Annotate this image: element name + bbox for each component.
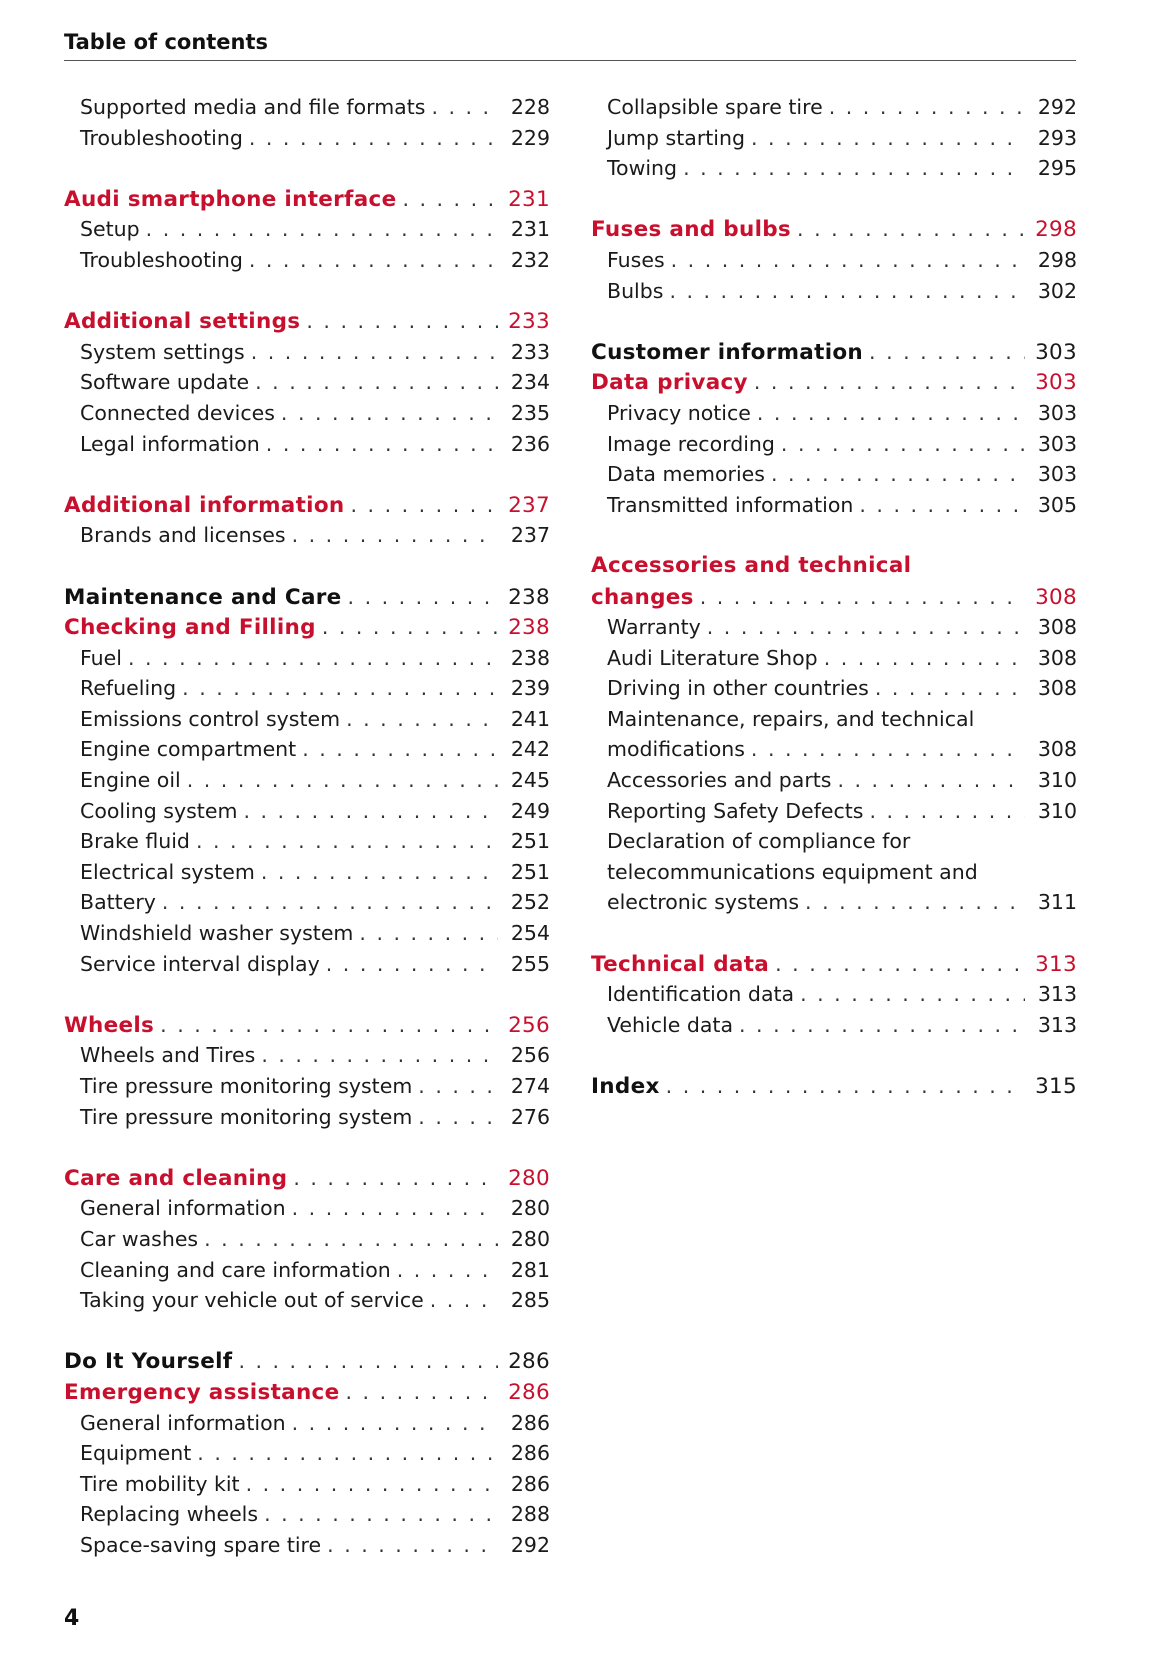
toc-entry-page-number: 286 — [510, 1410, 550, 1435]
toc-entry-title: Declaration of compliance for — [607, 829, 911, 854]
toc-section-heading-additional-settings[interactable] — [64, 306, 550, 337]
toc-column-right — [591, 92, 1077, 1102]
dot-leader — [829, 92, 1025, 123]
toc-entry-page-number: 303 — [1037, 431, 1077, 456]
dot-leader — [261, 1040, 498, 1071]
dot-leader — [346, 704, 498, 735]
toc-entry-page-number: 308 — [1037, 737, 1077, 762]
toc-entry-title: Accessories and parts — [607, 768, 832, 793]
toc-section-heading-technical-data[interactable] — [591, 949, 1077, 980]
toc-entry-title: Care and cleaning — [64, 1165, 288, 1191]
toc-entry-title: Replacing wheels — [80, 1502, 259, 1527]
dot-leader — [837, 765, 1025, 796]
toc-entry-taking-your-vehicle-out-of-service[interactable] — [64, 1285, 550, 1316]
toc-entry-page-number: 251 — [510, 829, 550, 854]
toc-entry-title: Refueling — [80, 676, 177, 701]
dot-leader — [430, 1285, 498, 1316]
toc-entry-page-number: 305 — [1037, 492, 1077, 517]
toc-entry-page-number: 241 — [510, 706, 550, 731]
toc-entry-troubleshooting[interactable] — [64, 123, 550, 154]
dot-leader — [418, 1071, 498, 1102]
dot-leader — [197, 1438, 498, 1469]
dot-leader — [266, 429, 498, 460]
toc-entry-page-number: 285 — [510, 1288, 550, 1313]
toc-entry-title: Checking and Filling — [64, 615, 316, 641]
toc-entry-equipment[interactable] — [64, 1438, 550, 1469]
toc-entry-title: Connected devices — [80, 400, 275, 425]
toc-entry-title: Jump starting — [607, 125, 745, 150]
toc-entry-declaration-of-compliance-for[interactable] — [591, 826, 1077, 857]
dot-leader — [805, 887, 1025, 918]
toc-entry-page-number: 231 — [508, 186, 550, 212]
toc-entry-cleaning-and-care-information[interactable] — [64, 1255, 550, 1286]
dot-leader — [302, 734, 498, 765]
dot-leader — [351, 490, 498, 521]
toc-entry-page-number: 254 — [510, 921, 550, 946]
toc-entry-legal-information[interactable] — [64, 429, 550, 460]
toc-entry-page-number: 228 — [510, 95, 550, 119]
dot-leader — [292, 1193, 498, 1224]
toc-entry-page-number: 249 — [510, 798, 550, 823]
toc-column-left — [64, 92, 550, 1561]
section-spacer — [64, 979, 550, 1010]
dot-leader — [875, 673, 1025, 704]
toc-entry-title: Engine oil — [80, 768, 181, 793]
toc-entry-title: Tire pressure monitoring system — [80, 1104, 413, 1129]
toc-entry-jump-starting[interactable] — [591, 123, 1077, 154]
toc-entry-title: General information — [80, 1410, 286, 1435]
dot-leader — [669, 276, 1025, 307]
dot-leader — [707, 612, 1025, 643]
toc-entry-title: electronic systems — [607, 890, 800, 915]
toc-entry-title: Audi smartphone interface — [64, 186, 397, 212]
dot-leader — [160, 1010, 498, 1041]
toc-entry-title: Data memories — [607, 462, 765, 487]
page-number: 4 — [64, 1606, 80, 1631]
toc-entry-title: Supported media and file formats — [80, 95, 426, 119]
toc-entry-page-number: 239 — [510, 676, 550, 701]
toc-entry-page-number: 280 — [510, 1196, 550, 1221]
dot-leader — [348, 582, 498, 613]
toc-entry-page-number: 256 — [508, 1012, 550, 1038]
dot-leader — [281, 398, 498, 429]
toc-chapter-heading-do-it-yourself[interactable] — [64, 1346, 550, 1377]
toc-entry-page-number: 310 — [1037, 768, 1077, 793]
toc-entry-page-number: 313 — [1037, 1012, 1077, 1037]
dot-leader — [359, 918, 498, 949]
toc-entry-title: Windshield washer system — [80, 921, 354, 946]
section-spacer — [591, 184, 1077, 215]
toc-entry-page-number: 313 — [1037, 982, 1077, 1007]
toc-entry-title: Reporting Safety Defects — [607, 798, 864, 823]
toc-entry-page-number: 308 — [1037, 676, 1077, 701]
toc-entry-telecommunications-equipment-and[interactable] — [591, 857, 1077, 888]
toc-entry-supported-media-and-file-formats[interactable] — [64, 92, 550, 123]
toc-entry-title: Fuel — [80, 645, 122, 670]
dot-leader — [869, 337, 1025, 368]
toc-section-heading-checking-and-filling[interactable] — [64, 612, 550, 643]
toc-section-heading-wheels[interactable] — [64, 1010, 550, 1041]
dot-leader — [775, 949, 1025, 980]
dot-leader — [751, 123, 1025, 154]
toc-entry-setup[interactable] — [64, 214, 550, 245]
toc-entry-title: Brands and licenses — [80, 523, 286, 548]
toc-entry-title: Car washes — [80, 1226, 199, 1251]
toc-entry-page-number: 231 — [510, 217, 550, 242]
toc-entry-title: System settings — [80, 339, 245, 364]
toc-entry-title: Do It Yourself — [64, 1349, 233, 1375]
toc-entry-fuses[interactable] — [591, 245, 1077, 276]
dot-leader — [418, 1102, 498, 1133]
toc-entry-troubleshooting[interactable] — [64, 245, 550, 276]
toc-entry-page-number: 238 — [508, 615, 550, 641]
toc-entry-brake-fluid[interactable] — [64, 826, 550, 857]
toc-entry-software-update[interactable] — [64, 367, 550, 398]
toc-entry-wheels-and-tires[interactable] — [64, 1040, 550, 1071]
toc-entry-title: Cleaning and care information — [80, 1257, 391, 1282]
toc-entry-title: Audi Literature Shop — [607, 645, 818, 670]
toc-entry-page-number: 286 — [510, 1471, 550, 1496]
toc-entry-towing[interactable] — [591, 153, 1077, 184]
toc-section-heading-data-privacy[interactable] — [591, 367, 1077, 398]
toc-entry-title: Tire mobility kit — [80, 1471, 240, 1496]
toc-entry-title: Fuses — [607, 247, 665, 272]
toc-entry-title: Maintenance, repairs, and technical — [607, 706, 975, 731]
section-spacer — [591, 520, 1077, 551]
toc-entry-page-number: 245 — [510, 768, 550, 793]
toc-entry-page-number: 276 — [510, 1104, 550, 1129]
toc-entry-cooling-system[interactable] — [64, 796, 550, 827]
toc-entry-title: Troubleshooting — [80, 125, 243, 150]
toc-entry-title: Wheels and Tires — [80, 1043, 256, 1068]
toc-entry-page-number: 308 — [1037, 645, 1077, 670]
toc-entry-space-saving-spare-tire[interactable] — [64, 1530, 550, 1561]
toc-entry-title: Technical data — [591, 951, 770, 977]
section-spacer — [591, 306, 1077, 337]
toc-entry-reporting-safety-defects[interactable] — [591, 796, 1077, 827]
toc-entry-page-number: 236 — [510, 431, 550, 456]
toc-entry-windshield-washer-system[interactable] — [64, 918, 550, 949]
dot-leader — [322, 612, 498, 643]
toc-entry-title: Additional information — [64, 492, 345, 518]
toc-entry-page-number: 303 — [1035, 370, 1077, 396]
toc-entry-battery[interactable] — [64, 887, 550, 918]
page-header-title: Table of contents — [64, 30, 1076, 61]
toc-entry-page-number: 286 — [508, 1379, 550, 1405]
dot-leader — [292, 1408, 498, 1439]
toc-entry-audi-literature-shop[interactable] — [591, 643, 1077, 674]
toc-section-heading-changes[interactable] — [591, 582, 1077, 613]
section-spacer — [64, 276, 550, 307]
dot-leader — [187, 765, 498, 796]
section-spacer — [64, 551, 550, 582]
toc-entry-page-number: 286 — [508, 1349, 550, 1375]
toc-entry-warranty[interactable] — [591, 612, 1077, 643]
toc-entry-page-number: 292 — [1037, 95, 1077, 119]
toc-entry-page-number: 293 — [1037, 125, 1077, 150]
dot-leader — [757, 398, 1025, 429]
dot-leader — [739, 1010, 1025, 1041]
section-spacer — [591, 1040, 1077, 1071]
toc-entry-maintenance-repairs-and-technical[interactable] — [591, 704, 1077, 735]
dot-leader — [397, 1255, 498, 1286]
dot-leader — [666, 1071, 1025, 1102]
toc-entry-page-number: 233 — [508, 309, 550, 335]
dot-leader — [751, 734, 1025, 765]
dot-leader — [162, 887, 498, 918]
toc-entry-title: Additional settings — [64, 309, 301, 335]
toc-entry-page-number: 232 — [510, 247, 550, 272]
toc-entry-title: Maintenance and Care — [64, 584, 342, 610]
toc-entry-electronic-systems[interactable] — [591, 887, 1077, 918]
toc-entry-tire-pressure-monitoring-system[interactable] — [64, 1102, 550, 1133]
section-spacer — [591, 918, 1077, 949]
dot-leader — [781, 429, 1025, 460]
dot-leader — [771, 459, 1025, 490]
toc-entry-bulbs[interactable] — [591, 276, 1077, 307]
toc-entry-title: Equipment — [80, 1441, 192, 1466]
toc-entry-page-number: 237 — [508, 492, 550, 518]
dot-leader — [326, 949, 498, 980]
section-spacer — [64, 1132, 550, 1163]
toc-entry-title: Electrical system — [80, 859, 255, 884]
toc-entry-fuel[interactable] — [64, 643, 550, 674]
toc-entry-page-number: 234 — [510, 370, 550, 395]
toc-entry-title: Fuses and bulbs — [591, 217, 792, 243]
toc-entry-emissions-control-system[interactable] — [64, 704, 550, 735]
toc-entry-title: Bulbs — [607, 278, 664, 303]
dot-leader — [251, 337, 498, 368]
dot-leader — [292, 520, 498, 551]
toc-entry-title: telecommunications equipment and — [607, 859, 978, 884]
dot-leader — [246, 1469, 498, 1500]
toc-entry-transmitted-information[interactable] — [591, 490, 1077, 521]
toc-entry-page-number: 303 — [1037, 462, 1077, 487]
toc-entry-page-number: 315 — [1035, 1074, 1077, 1099]
toc-entry-title: Wheels — [64, 1012, 155, 1038]
toc-entry-title: Software update — [80, 370, 250, 395]
dot-leader — [683, 153, 1025, 184]
toc-entry-page-number: 298 — [1037, 247, 1077, 272]
toc-entry-title: Warranty — [607, 615, 701, 640]
toc-entry-page-number: 298 — [1035, 217, 1077, 243]
dot-leader — [293, 1163, 498, 1194]
toc-entry-page-number: 235 — [510, 400, 550, 425]
toc-entry-title: General information — [80, 1196, 286, 1221]
toc-entry-page-number: 256 — [510, 1043, 550, 1068]
dot-leader — [204, 1224, 498, 1255]
toc-entry-title: Legal information — [80, 431, 260, 456]
toc-entry-page-number: 311 — [1037, 890, 1077, 915]
dot-leader — [671, 245, 1025, 276]
toc-entry-title: Emergency assistance — [64, 1379, 340, 1405]
dot-leader — [869, 796, 1025, 827]
toc-entry-page-number: 313 — [1035, 951, 1077, 977]
toc-section-heading-additional-information[interactable] — [64, 490, 550, 521]
toc-entry-electrical-system[interactable] — [64, 857, 550, 888]
toc-chapter-heading-index[interactable] — [591, 1071, 1077, 1102]
dot-leader — [824, 643, 1025, 674]
toc-entry-accessories-and-parts[interactable] — [591, 765, 1077, 796]
toc-entry-engine-compartment[interactable] — [64, 734, 550, 765]
toc-entry-title: Customer information — [591, 339, 864, 365]
toc-entry-page-number: 302 — [1037, 278, 1077, 303]
dot-leader — [306, 306, 498, 337]
toc-section-heading-care-and-cleaning[interactable] — [64, 1163, 550, 1194]
toc-entry-title: Transmitted information — [607, 492, 854, 517]
toc-entry-modifications[interactable] — [591, 734, 1077, 765]
toc-entry-title: Vehicle data — [607, 1012, 734, 1037]
toc-entry-title: Accessories and technical — [591, 552, 912, 578]
toc-entry-page-number: 292 — [510, 1532, 550, 1557]
toc-chapter-heading-customer-information[interactable] — [591, 337, 1077, 368]
dot-leader — [249, 123, 498, 154]
dot-leader — [261, 857, 498, 888]
toc-section-heading-emergency-assistance[interactable] — [64, 1377, 550, 1408]
section-spacer — [64, 1316, 550, 1347]
toc-entry-title: Tire pressure monitoring system — [80, 1074, 413, 1098]
toc-entry-page-number: 274 — [510, 1074, 550, 1098]
toc-entry-tire-mobility-kit[interactable] — [64, 1469, 550, 1500]
toc-entry-data-memories[interactable] — [591, 459, 1077, 490]
toc-entry-page-number: 233 — [510, 339, 550, 364]
toc-entry-refueling[interactable] — [64, 673, 550, 704]
dot-leader — [249, 245, 498, 276]
toc-section-heading-accessories-and-technical[interactable] — [591, 551, 1077, 582]
toc-entry-brands-and-licenses[interactable] — [64, 520, 550, 551]
toc-entry-page-number: 310 — [1037, 798, 1077, 823]
toc-entry-title: Setup — [80, 217, 140, 242]
dot-leader — [146, 214, 498, 245]
toc-entry-title: Brake fluid — [80, 829, 190, 854]
toc-entry-title: Driving in other countries — [607, 676, 869, 701]
toc-entry-engine-oil[interactable] — [64, 765, 550, 796]
toc-entry-title: Emissions control system — [80, 706, 341, 731]
toc-entry-connected-devices[interactable] — [64, 398, 550, 429]
toc-entry-title: Privacy notice — [607, 400, 751, 425]
dot-leader — [402, 184, 498, 215]
toc-entry-page-number: 303 — [1035, 339, 1077, 365]
toc-entry-service-interval-display[interactable] — [64, 949, 550, 980]
dot-leader — [800, 979, 1025, 1010]
toc-entry-page-number: 281 — [510, 1257, 550, 1282]
toc-entry-tire-pressure-monitoring-system[interactable] — [64, 1071, 550, 1102]
toc-entry-page-number: 255 — [510, 951, 550, 976]
toc-entry-title: Troubleshooting — [80, 247, 243, 272]
toc-entry-driving-in-other-countries[interactable] — [591, 673, 1077, 704]
toc-entry-identification-data[interactable] — [591, 979, 1077, 1010]
toc-section-heading-fuses-and-bulbs[interactable] — [591, 214, 1077, 245]
dot-leader — [182, 673, 498, 704]
toc-entry-page-number: 308 — [1037, 615, 1077, 640]
toc-entry-title: Cooling system — [80, 798, 238, 823]
dot-leader — [264, 1499, 498, 1530]
toc-entry-page-number: 252 — [510, 890, 550, 915]
dot-leader — [754, 367, 1025, 398]
toc-entry-title: modifications — [607, 737, 745, 762]
toc-entry-vehicle-data[interactable] — [591, 1010, 1077, 1041]
toc-entry-page-number: 286 — [510, 1441, 550, 1466]
toc-entry-title: Collapsible spare tire — [607, 95, 823, 119]
section-spacer — [64, 459, 550, 490]
toc-entry-general-information[interactable] — [64, 1193, 550, 1224]
dot-leader — [346, 1377, 499, 1408]
toc-entry-title: Taking your vehicle out of service — [80, 1288, 424, 1313]
toc-entry-title: Image recording — [607, 431, 775, 456]
toc-section-heading-audi-smartphone-interface[interactable] — [64, 184, 550, 215]
toc-entry-title: Battery — [80, 890, 156, 915]
toc-entry-title: Identification data — [607, 982, 795, 1007]
toc-entry-page-number: 303 — [1037, 400, 1077, 425]
toc-entry-replacing-wheels[interactable] — [64, 1499, 550, 1530]
toc-entry-page-number: 280 — [510, 1226, 550, 1251]
toc-entry-system-settings[interactable] — [64, 337, 550, 368]
dot-leader — [128, 643, 498, 674]
toc-entry-page-number: 238 — [508, 584, 550, 610]
toc-chapter-heading-maintenance-and-care[interactable] — [64, 582, 550, 613]
toc-entry-title: Engine compartment — [80, 737, 297, 762]
toc-entry-title: Service interval display — [80, 951, 320, 976]
toc-entry-car-washes[interactable] — [64, 1224, 550, 1255]
toc-entry-page-number: 280 — [508, 1165, 550, 1191]
toc-entry-general-information[interactable] — [64, 1408, 550, 1439]
toc-entry-page-number: 251 — [510, 859, 550, 884]
dot-leader — [255, 367, 498, 398]
toc-entry-title: Towing — [607, 156, 678, 181]
toc-entry-title: Data privacy — [591, 370, 748, 396]
dot-leader — [196, 826, 498, 857]
toc-entry-privacy-notice[interactable] — [591, 398, 1077, 429]
toc-entry-title: Index — [591, 1074, 660, 1099]
toc-entry-title: Space-saving spare tire — [80, 1532, 322, 1557]
toc-entry-page-number: 237 — [510, 523, 550, 548]
dot-leader — [243, 796, 498, 827]
toc-entry-image-recording[interactable] — [591, 429, 1077, 460]
toc-entry-page-number: 295 — [1037, 156, 1077, 181]
toc-entry-page-number: 229 — [510, 125, 550, 150]
toc-entry-collapsible-spare-tire[interactable] — [591, 92, 1077, 123]
toc-entry-page-number: 288 — [510, 1502, 550, 1527]
dot-leader — [700, 582, 1025, 613]
dot-leader — [859, 490, 1025, 521]
toc-entry-title: changes — [591, 584, 694, 610]
dot-leader — [238, 1346, 498, 1377]
section-spacer — [64, 153, 550, 184]
toc-entry-page-number: 238 — [510, 645, 550, 670]
toc-entry-page-number: 308 — [1035, 584, 1077, 610]
dot-leader — [797, 214, 1025, 245]
toc-entry-page-number: 242 — [510, 737, 550, 762]
dot-leader — [327, 1530, 498, 1561]
dot-leader — [431, 92, 498, 123]
